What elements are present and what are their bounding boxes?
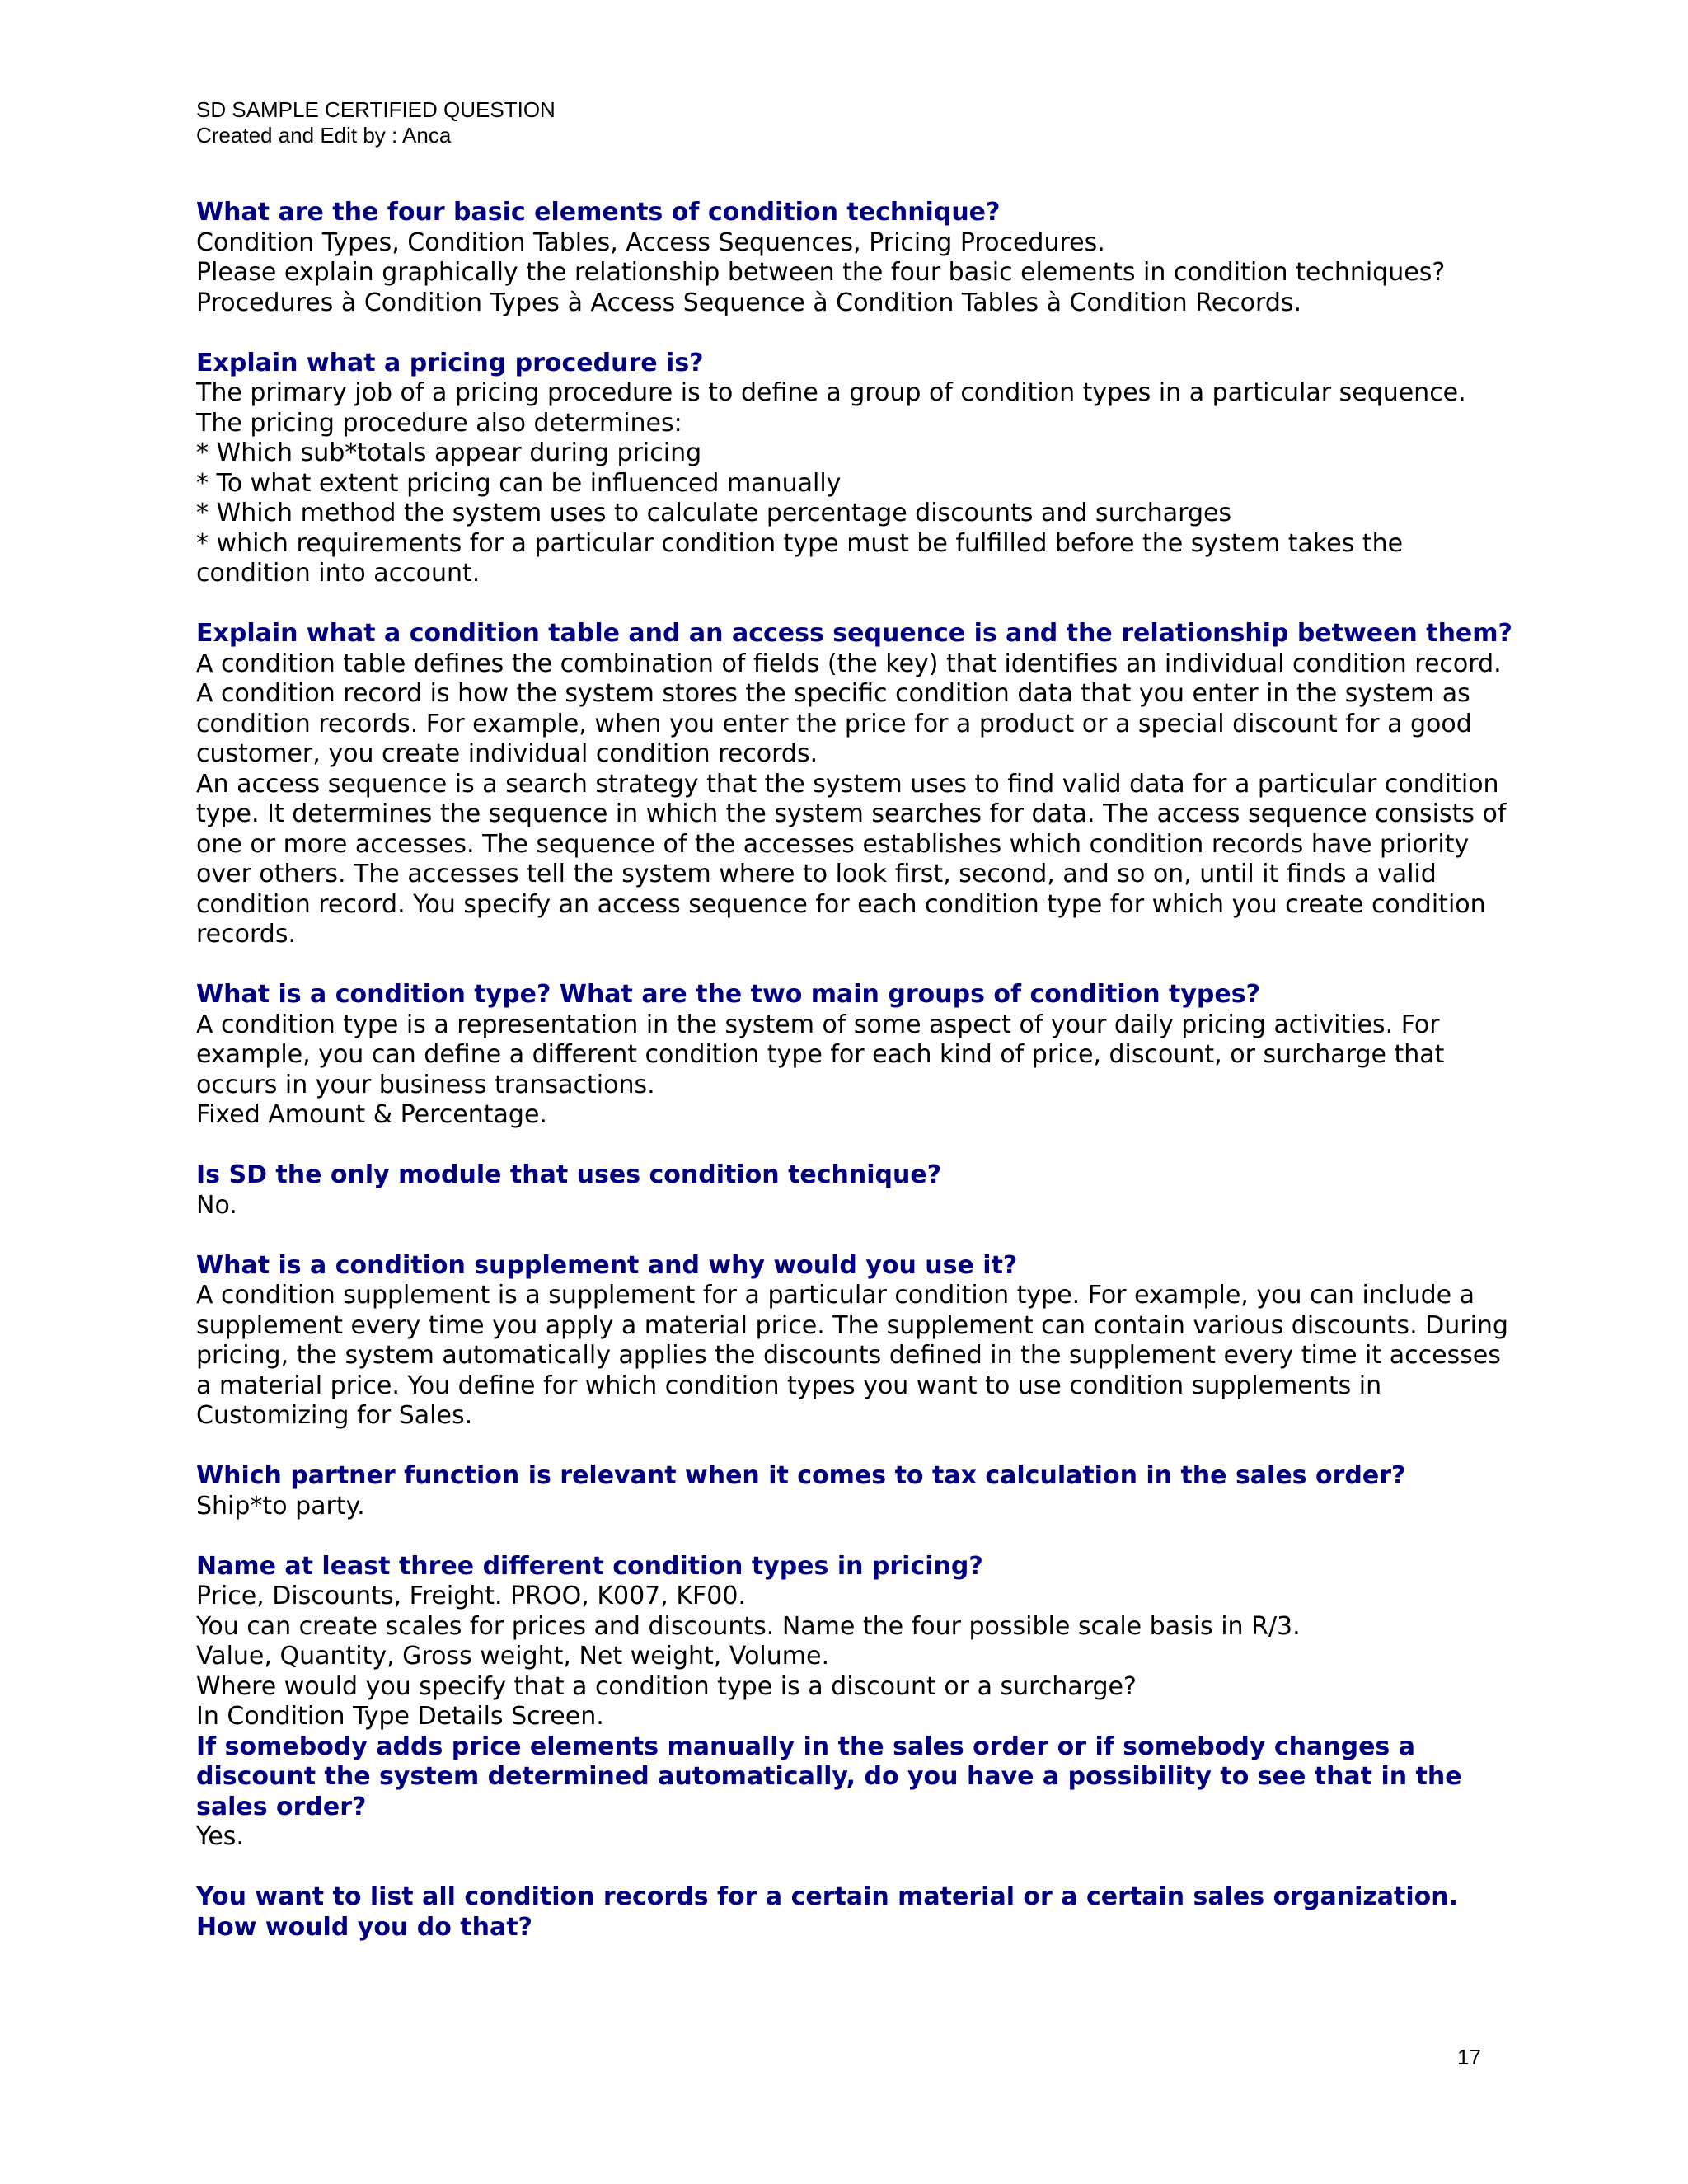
answer-text: A condition type is a representation in the system of some aspect of your daily pricing activities. For example, you can define a different condition type for each kind of price, discount, or surcharge that occurs in your business transactions. [196, 1010, 1445, 1099]
answer-text: Price, Discounts, Freight. PROO, K007, KF00. [196, 1582, 746, 1610]
answer-bullet: * which requirements for a particular condition type must be fulfilled before the system takes the condition into account. [196, 528, 1404, 588]
question-heading: What are the four basic elements of condition technique? [196, 198, 1001, 227]
question-heading: Explain what a condition table and an access sequence is and the relationship between them? [196, 619, 1512, 648]
document-title: SD SAMPLE CERTIFIED QUESTION [196, 97, 556, 122]
answer-text: Please explain graphically the relationship between the four basic elements in condition techniques? [196, 258, 1446, 287]
answer-text: The primary job of a pricing procedure is to define a group of condition types in a particular sequence. [196, 378, 1466, 407]
qa-block [196, 1732, 1515, 1853]
qa-block [196, 1160, 1515, 1221]
question-heading: Explain what a pricing procedure is? [196, 348, 704, 377]
qa-block [196, 619, 1515, 950]
answer-bullet: * Which sub*totals appear during pricing [196, 438, 702, 467]
answer-text: Fixed Amount & Percentage. [196, 1100, 547, 1129]
answer-text: A condition supplement is a supplement for a particular condition type. For example, you can include a supplement every time you apply a material price. The supplement can contain various discounts. During pricing, the system automatically applies the discounts defined in the supplement every time it accesses a material price. You define for which condition types you want to use condition supplements in Customizing for Sales. [196, 1281, 1508, 1430]
qa-block [196, 198, 1515, 318]
answer-text: You can create scales for prices and discounts. Name the four possible scale basis in R/3. [196, 1611, 1301, 1641]
answer-text: No. [196, 1190, 237, 1220]
question-heading: Which partner function is relevant when it comes to tax calculation in the sales order? [196, 1461, 1406, 1490]
qa-block [196, 1552, 1515, 1732]
answer-text: Value, Quantity, Gross weight, Net weight, Volume. [196, 1642, 829, 1671]
qa-block [196, 1251, 1515, 1432]
question-heading: If somebody adds price elements manually in the sales order or if somebody changes a discount the system determined automatically, do you have a possibility to see that in the sales order? [196, 1732, 1462, 1821]
question-heading: What is a condition type? What are the two main groups of condition types? [196, 980, 1260, 1009]
answer-bullet: * To what extent pricing can be influenced manually [196, 468, 842, 498]
question-heading: What is a condition supplement and why would you use it? [196, 1250, 1018, 1280]
answer-text: A condition table defines the combination of fields (the key) that identifies an individual condition record. A condition record is how the system stores the specific condition data that you enter in the system as condition records. For example, when you enter the price for a product or a special discount for a good customer, you create individual condition records. [196, 649, 1502, 768]
answer-text: An access sequence is a search strategy that the system uses to find valid data for a particular condition type. It determines the sequence in which the system searches for data. The access sequence consists of one or more accesses. The sequence of the accesses establishes which condition records have priority over others. The accesses tell the system where to look first, second, and so on, until it finds a valid condition record. You specify an access sequence for each condition type for which you create condition records. [196, 769, 1507, 949]
qa-block [196, 349, 1515, 589]
document-author: Created and Edit by : Anca [196, 123, 452, 148]
page-number: 17 [1457, 2045, 1481, 2069]
answer-text: Yes. [196, 1822, 244, 1851]
question-heading: You want to list all condition records for a certain material or a certain sales organization. How would you do that? [196, 1882, 1459, 1942]
answer-text: Condition Types, Condition Tables, Access Sequences, Pricing Procedures. [196, 227, 1105, 257]
question-heading: Name at least three different condition types in pricing? [196, 1551, 983, 1581]
qa-block [196, 1882, 1515, 1943]
answer-text: Procedures à Condition Types à Access Sequence à Condition Tables à Condition Records. [196, 288, 1302, 317]
question-heading: Is SD the only module that uses condition technique? [196, 1160, 942, 1189]
page-header [196, 97, 556, 148]
qa-block [196, 1461, 1515, 1521]
answer-bullet: * Which method the system uses to calculate percentage discounts and surcharges [196, 499, 1232, 527]
answer-text: The pricing procedure also determines: [196, 408, 682, 438]
answer-text: In Condition Type Details Screen. [196, 1702, 604, 1731]
qa-block [196, 980, 1515, 1131]
answer-text: Where would you specify that a condition type is a discount or a surcharge? [196, 1671, 1137, 1701]
answer-text: Ship*to party. [196, 1491, 365, 1521]
qa-content [196, 198, 1515, 1973]
